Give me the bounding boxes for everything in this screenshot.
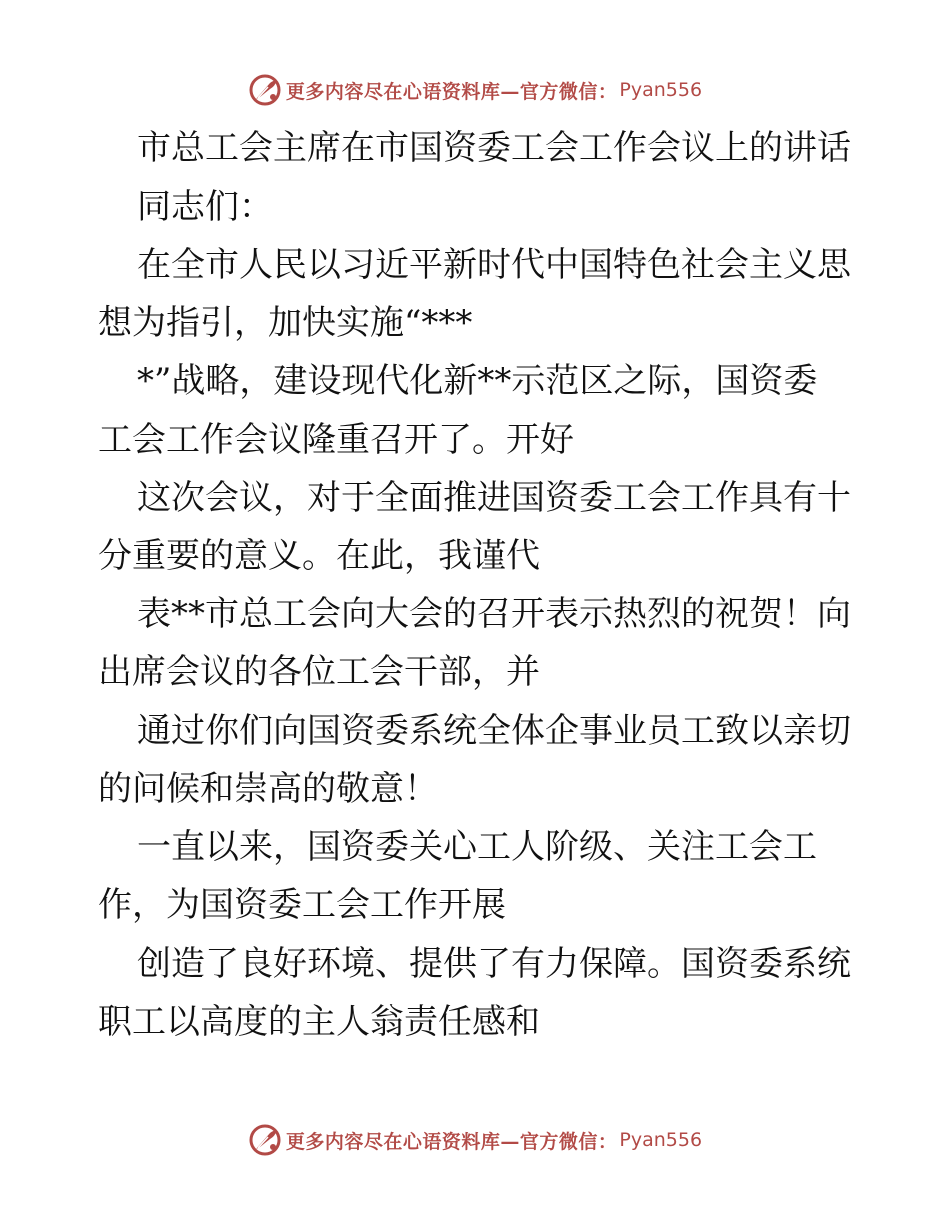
paragraph-line: 创造了良好环境、提供了有力保障。国资委系统 [137, 944, 851, 984]
paragraph-line: 作，为国资委工会工作开展 [98, 885, 506, 925]
paragraph-line: 一直以来，国资委关心工人阶级、关注工会工 [137, 827, 817, 867]
paragraph-line: 在全市人民以习近平新时代中国特色社会主义思 [137, 245, 851, 285]
salutation: 同志们： [137, 187, 273, 227]
paragraph-line: 职工以高度的主人翁责任感和 [98, 1002, 540, 1042]
watermark-handle: Pyan556 [619, 79, 703, 101]
paragraph-line: 工会工作会议隆重召开了。开好 [98, 420, 574, 460]
watermark-handle: Pyan556 [619, 1129, 703, 1151]
paragraph-line: 出席会议的各位工会干部，并 [98, 652, 540, 692]
paragraph-line: 的问候和崇高的敬意！ [98, 769, 438, 809]
document-title: 市总工会主席在市国资委工会工作会议上的讲话 [137, 128, 851, 168]
footer-watermark [0, 1120, 950, 1160]
paragraph-line: *”战略，建设现代化新**示范区之际，国资委 [137, 361, 818, 401]
watermark-text: 更多内容尽在心语资料库—官方微信： [285, 80, 618, 103]
feather-pen-circle-icon [248, 73, 282, 107]
paragraph-line: 通过你们向国资委系统全体企事业员工致以亲切 [137, 711, 851, 751]
paragraph-line: 表**市总工会向大会的召开表示热烈的祝贺！向 [137, 594, 851, 634]
header-watermark [0, 70, 950, 110]
paragraph-line: 这次会议，对于全面推进国资委工会工作具有十 [137, 478, 851, 518]
paragraph-line: 想为指引，加快实施“*** [98, 303, 473, 343]
watermark-text: 更多内容尽在心语资料库—官方微信： [285, 1130, 618, 1153]
feather-pen-circle-icon [248, 1123, 282, 1157]
paragraph-line: 分重要的意义。在此，我谨代 [98, 536, 540, 576]
